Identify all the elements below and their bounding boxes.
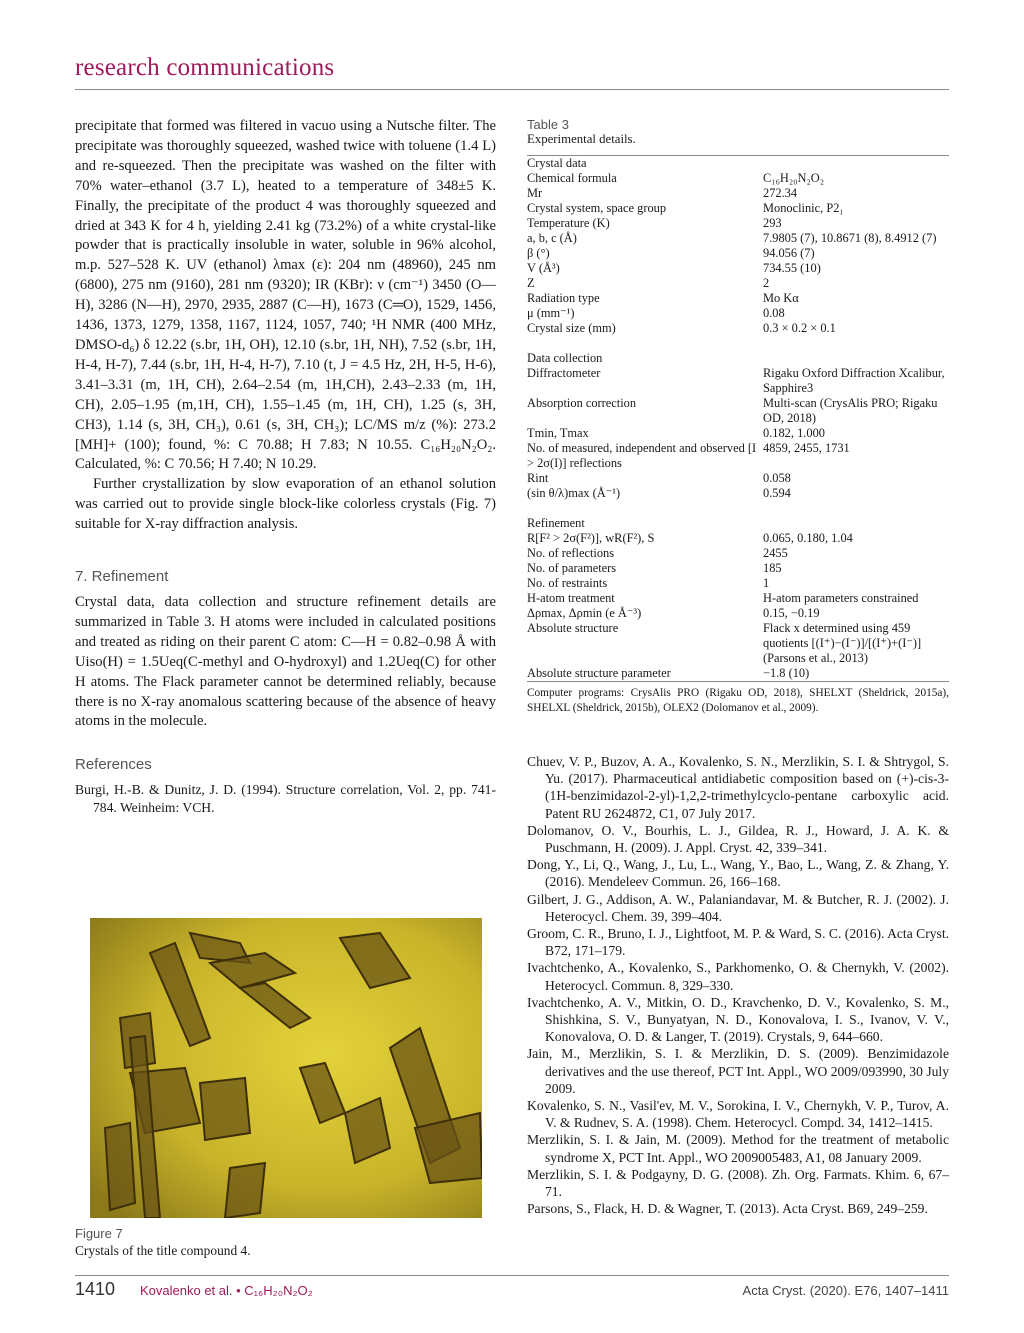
- table-row: [527, 531, 949, 546]
- table-row: [527, 396, 949, 426]
- table-value-cell: 0.065, 0.180, 1.04: [763, 531, 853, 545]
- table-spacer: [527, 501, 949, 516]
- table-value-cell: 0.182, 1.000: [763, 426, 825, 440]
- table-row: [527, 546, 949, 561]
- table-row: [527, 366, 949, 396]
- reference-entry: Dong, Y., Li, Q., Wang, J., Lu, L., Wang, Y., Bao, L., Wang, Z. & Zhang, Y. (2016). Mendeleev Commun. 26, 166–168.: [527, 857, 949, 890]
- table-key-cell: V (Å³): [527, 261, 560, 275]
- table-row: [527, 426, 949, 441]
- table-footnote: Computer programs: CrysAlis PRO (Rigaku OD, 2018), SHELXT (Sheldrick, 2015a), SHELXL (Sheldrick, 2015b), OLEX2 (Dolomanov et al., 2009).: [527, 687, 949, 714]
- table-row: [527, 666, 949, 681]
- reference-entry: Merzlikin, S. I. & Jain, M. (2009). Method for the treatment of metabolic syndrome X, PCT Int. Appl., WO 2009005483, A1, 08 January 2009.: [527, 1132, 949, 1165]
- table-row: [527, 441, 949, 471]
- table-value-cell: 293: [763, 216, 782, 230]
- table-label: Table 3: [527, 117, 569, 132]
- table-value-cell: 0.15, −0.19: [763, 606, 820, 620]
- reference-entry: Ivachtchenko, A. V., Mitkin, O. D., Kravchenko, D. V., Kovalenko, S. M., Shishkina, S. V., Bunyatyan, N. D., Konovalova, I. S., Ivanov, V. V., Konovalova, O. D. & Langer, T. (2019). Crystals, 9, 644–660.: [527, 994, 949, 1045]
- crystal-micrograph-image: [90, 918, 482, 1218]
- table-row: [527, 171, 949, 186]
- table-row: [527, 261, 949, 276]
- experimental-details-table: [527, 156, 949, 681]
- table-value-cell: Mo Kα: [763, 291, 799, 305]
- table-row: [527, 471, 949, 486]
- synthesis-paragraph: precipitate that formed was filtered in vacuo using a Nutsche filter. The precipitate was thoroughly squeezed, washed twice with toluene (1.4 L) and re-squeezed. Then the precipitate was washed on the filter with 70% water–ethanol (3.7 L), heated to a temperature of 348±5 K. Finally, the precipitate of the product 4 was thoroughly squeezed and dried at 343 K for 4 h, yielding 2.41 kg (73.2%) of a white crystal-like powder that is practically insoluble in water, soluble in 96% alcohol, m.p. 527–528 K. UV (ethanol) λmax (ε): 204 nm (48960), 245 nm (6800), 275 nm (9160), 281 nm (9320); IR (KBr): ν (cm⁻¹) 3450 (O—H), 3286 (N—H), 2970, 2935, 2887 (C—H), 1673 (C═O), 1529, 1456, 1436, 1373, 1279, 1358, 1167, 1124, 1057, 740; ¹H NMR (400 MHz, DMSO-d₆) δ 12.22 (s.br, 1H, OH), 12.10 (s.br, 1H, NH), 7.52 (s.br, 1H, H-4, H-7), 7.44 (s.br, 1H, H-4, H-7), 7.10 (t, J = 4.5 Hz, 2H, H-5, H-6), 3.41–3.31 (m, 1H, CH), 2.64–2.54 (m, 1H,CH), 2.43–2.33 (m, 1H, CH), 2.05–1.95 (m,1H, CH), 1.55–1.45 (m, 1H, CH), 1.25 (s, 3H, CH3), 1.14 (s, 3H, CH₃), 0.61 (s, 3H, CH₃); LC/MS m/z (%): 273.2 [MH]+ (100); found, %: C 70.88; H 7.83; N 10.55. C₁₆H₂₀N₂O₂. Calculated, %: C 70.56; H 7.40; N 10.29.: [75, 118, 496, 473]
- table-value-cell: 1: [763, 576, 770, 590]
- table-row: [527, 246, 949, 261]
- table-row: [527, 306, 949, 321]
- table-key-cell: Δρmax, Δρmin (e Å⁻³): [527, 606, 642, 620]
- table-row: [527, 201, 949, 216]
- table-key-cell: β (°): [527, 246, 550, 260]
- table-key-cell: Mr: [527, 186, 543, 200]
- table-row: [527, 576, 949, 591]
- table-row: [527, 276, 949, 291]
- refinement-paragraph: Crystal data, data collection and structure refinement details are summarized in Table 3. H atoms were included in calculated positions and treated as riding on their parent C atom: C—H = 0.82–0.98 Å with Uiso(H) = 1.5Ueq(C-methyl and O-hydroxyl) and 1.2Ueq(C) for other H atoms. The Flack parameter cannot be determined reliably, because there is no X-ray anomalous scattering because of the absence of heavy atoms in the molecule.: [75, 594, 496, 730]
- table-value-cell: −1.8 (10): [763, 666, 810, 680]
- crystal-micrograph: [90, 918, 482, 1218]
- table-value-cell: Multi-scan (CrysAlis PRO; Rigaku OD, 2018): [763, 396, 938, 425]
- table-value-cell: 94.056 (7): [763, 246, 815, 260]
- table-key-cell: μ (mm⁻¹): [527, 306, 575, 320]
- table-key-cell: (sin θ/λ)max (Å⁻¹): [527, 486, 621, 500]
- running-header: research communications: [75, 54, 335, 81]
- table-row: [527, 186, 949, 201]
- references-list: [527, 753, 949, 1217]
- table-value-cell: Flack x determined using 459 quotients [(I⁺)−(I⁻)]/[(I⁺)+(I⁻)] (Parsons et al., 2013): [763, 621, 922, 665]
- table-group-row: [527, 516, 949, 531]
- reference-entry: Kovalenko, S. N., Vasil'ev, M. V., Sorokina, I. V., Chernykh, V. P., Turov, A. V. & Rudnev, S. A. (1998). Chem. Heterocycl. Compd. 34, 1412–1415.: [527, 1098, 949, 1131]
- table-value-cell: 2455: [763, 546, 788, 560]
- table-value-cell: 185: [763, 561, 782, 575]
- table-value-cell: 0.058: [763, 471, 791, 485]
- table-value-cell: Rigaku Oxford Diffraction Xcalibur, Sapphire3: [763, 366, 945, 395]
- crystallization-paragraph: Further crystallization by slow evaporation of an ethanol solution was carried out to provide single block-like colorless crystals (Fig. 7) suitable for X-ray diffraction analysis.: [75, 476, 496, 533]
- table-row: [527, 231, 949, 246]
- table-group-title: Data collection: [527, 351, 603, 365]
- header-rule: [75, 89, 949, 90]
- table-key-cell: Rint: [527, 471, 549, 485]
- table-value-cell: 272.34: [763, 186, 798, 200]
- table-key-cell: Absolute structure: [527, 621, 619, 635]
- table-row: [527, 216, 949, 231]
- table-value-cell: 0.3 × 0.2 × 0.1: [763, 321, 836, 335]
- figure-caption: Crystals of the title compound 4.: [75, 1243, 251, 1258]
- reference-entry: Dolomanov, O. V., Bourhis, L. J., Gildea, R. J., Howard, J. A. K. & Puschmann, H. (2009). J. Appl. Cryst. 42, 339–341.: [527, 822, 949, 856]
- reference-entry: Parsons, S., Flack, H. D. & Wagner, T. (2013). Acta Cryst. B69, 249–259.: [527, 1201, 928, 1217]
- table-row: [527, 561, 949, 576]
- section-7-heading: 7. Refinement: [75, 568, 169, 586]
- table-caption: Experimental details.: [527, 132, 636, 146]
- footer-rule: [75, 1275, 949, 1276]
- table-value-cell: Monoclinic, P2₁: [763, 201, 844, 215]
- table-column: [527, 117, 949, 716]
- table-spacer: [527, 336, 949, 351]
- table-value-cell: 0.594: [763, 486, 791, 500]
- table-row: [527, 591, 949, 606]
- table-key-cell: H-atom treatment: [527, 591, 615, 605]
- table-key-cell: Diffractometer: [527, 366, 601, 380]
- table-group-row: [527, 156, 949, 171]
- reference-entry: Jain, M., Merzlikin, S. I. & Merzlikin, D. S. (2009). Benzimidazole derivatives and the use thereof, PCT Int. Appl., WO 2009/093990, 30 July 2009.: [527, 1046, 949, 1096]
- table-key-cell: No. of measured, independent and observed [I > 2σ(I)] reflections: [527, 441, 757, 470]
- reference-entry: Burgi, H.-B. & Dunitz, J. D. (1994). Structure correlation, Vol. 2, pp. 741-784. Weinheim: VCH.: [75, 782, 496, 815]
- footer-authors: Kovalenko et al. • C₁₆H₂₀N₂O₂: [140, 1283, 313, 1298]
- table-bottom-rule: [527, 681, 949, 682]
- table-key-cell: Tmin, Tmax: [527, 426, 589, 440]
- table-key-cell: Absorption correction: [527, 396, 637, 410]
- page-number: 1410: [75, 1279, 116, 1299]
- footer-journal: Acta Cryst. (2020). E76, 1407–1411: [742, 1283, 949, 1298]
- table-key-cell: Z: [527, 276, 535, 290]
- table-key-cell: No. of parameters: [527, 561, 617, 575]
- reference-entry: Gilbert, J. G., Addison, A. W., Palaniandavar, M. & Butcher, R. J. (2002). J. Heterocycl. Chem. 39, 399–404.: [527, 891, 949, 924]
- reference-entry: Chuev, V. P., Buzov, A. A., Kovalenko, S. N., Merzlikin, S. I. & Shtrygol, S. Yu. (2017). Pharmaceutical antidiabetic composition based on (+)-cis-3-(1H-benzimidazol-2-yl)-1,2,2-trimethylcyclo-pentane carboxylic acid. Patent RU 2624872, C1, 07 July 2017.: [527, 754, 949, 821]
- table-key-cell: Crystal system, space group: [527, 201, 667, 215]
- table-group-row: [527, 351, 949, 366]
- table-key-cell: Absolute structure parameter: [527, 666, 671, 680]
- figure-label: Figure 7: [75, 1226, 123, 1241]
- left-column: [75, 117, 496, 816]
- references-heading: References: [75, 756, 152, 774]
- table-row: [527, 321, 949, 336]
- table-group-title: Crystal data: [527, 156, 587, 170]
- table-key-cell: a, b, c (Å): [527, 231, 577, 245]
- table-value-cell: 2: [763, 276, 770, 290]
- table-key-cell: Chemical formula: [527, 171, 617, 185]
- reference-entry: Merzlikin, S. I. & Podgayny, D. G. (2008). Zh. Org. Farmats. Khim. 6, 67–71.: [527, 1166, 949, 1200]
- reference-entry: Groom, C. R., Bruno, I. J., Lightfoot, M. P. & Ward, S. C. (2016). Acta Cryst. B72, 171–179.: [527, 926, 949, 959]
- table-key-cell: No. of reflections: [527, 546, 615, 560]
- table-value-cell: 734.55 (10): [763, 261, 821, 275]
- table-key-cell: R[F² > 2σ(F²)], wR(F²), S: [527, 531, 655, 545]
- table-value-cell: 7.9805 (7), 10.8671 (8), 8.4912 (7): [763, 231, 937, 245]
- table-key-cell: No. of restraints: [527, 576, 608, 590]
- reference-entry: Ivachtchenko, A., Kovalenko, S., Parkhomenko, O. & Chernykh, V. (2002). Heterocycl. Commun. 8, 329–330.: [527, 960, 949, 993]
- table-value-cell: 0.08: [763, 306, 785, 320]
- table-value-cell: 4859, 2455, 1731: [763, 441, 850, 455]
- table-row: [527, 621, 949, 666]
- table-row: [527, 606, 949, 621]
- table-row: [527, 486, 949, 501]
- table-key-cell: Radiation type: [527, 291, 600, 305]
- table-group-title: Refinement: [527, 516, 585, 530]
- table-row: [527, 291, 949, 306]
- table-value-cell: C₁₆H₂₀N₂O₂: [763, 171, 825, 185]
- table-value-cell: H-atom parameters constrained: [763, 591, 919, 605]
- table-key-cell: Crystal size (mm): [527, 321, 616, 335]
- table-key-cell: Temperature (K): [527, 216, 610, 230]
